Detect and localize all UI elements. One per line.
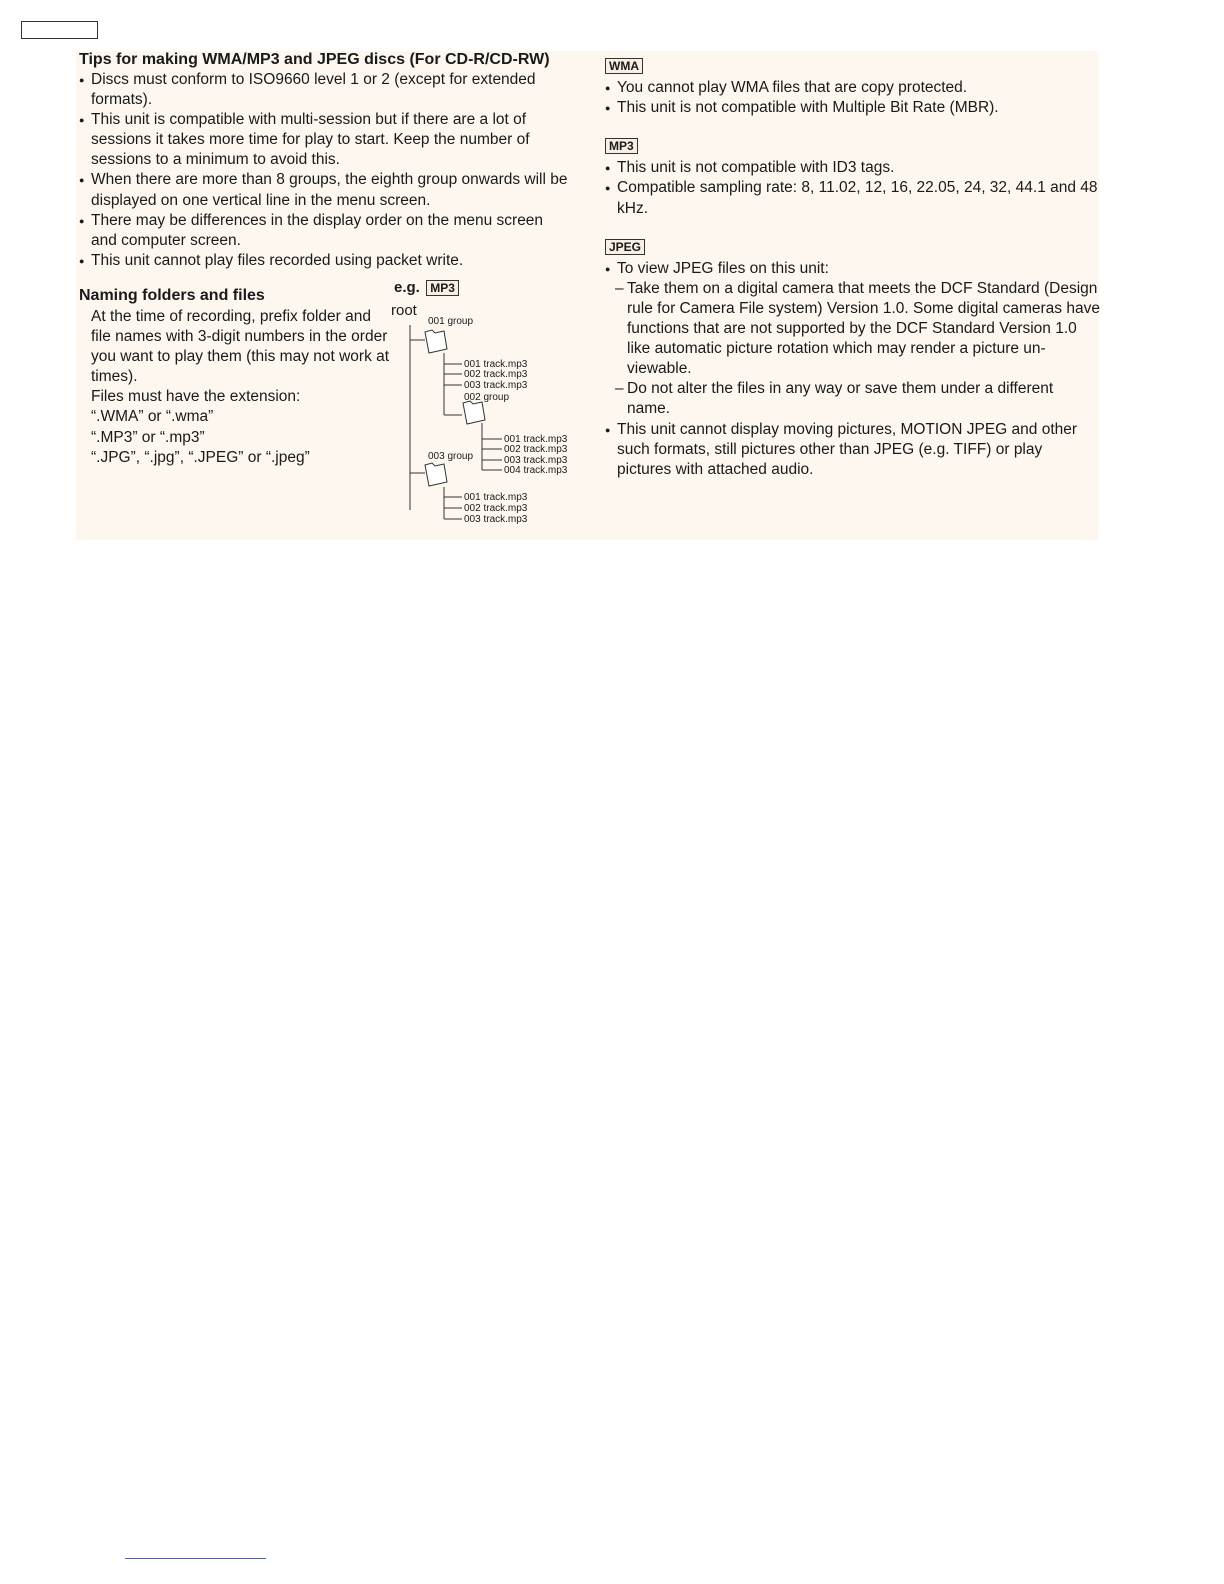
tip-item: ● This unit is compatible with multi-session but if there are a lot of sessions it takes more time for play to start. Keep the number of sessions to a minimum to avoid this.	[79, 110, 569, 170]
extension-line: “.MP3” or “.mp3”	[91, 428, 205, 446]
folder-icon	[463, 401, 485, 424]
tree-file-label: 002 track.mp3	[464, 369, 528, 380]
tips-list	[79, 70, 569, 271]
jpeg-intro: ● To view JPEG files on this unit:	[605, 259, 1100, 279]
naming-paragraph: At the time of recording, prefix folder and file names with 3-digit numbers in the order you want to play them (this may not work at times).	[91, 308, 390, 386]
wma-note: ● You cannot play WMA files that are copy protected.	[605, 78, 1100, 98]
tree-file-label: 004 track.mp3	[504, 465, 568, 476]
extension-intro: Files must have the extension:	[91, 388, 301, 406]
mp3-tag: MP3	[605, 138, 638, 154]
folder-icon	[425, 463, 447, 486]
jpeg-sub-note: – Take them on a digital camera that meets the DCF Standard (Design rule for Camera File system) Version 1.0. Some digital cameras have functions that are not supported by the DCF Standard Version 1.0 like automatic picture rotation which may render a picture un-viewable.	[605, 279, 1100, 379]
tree-root-label: root	[391, 302, 417, 319]
extension-line: “.JPG”, “.jpg”, “.JPEG” or “.jpeg”	[91, 448, 310, 466]
tree-file-label: 003 track.mp3	[504, 455, 568, 466]
tree-file-label: 001 track.mp3	[464, 359, 528, 370]
tree-file-label: 003 track.mp3	[464, 380, 528, 391]
naming-heading: Naming folders and files	[79, 287, 265, 304]
tip-item: ● This unit cannot play files recorded using packet write.	[79, 251, 569, 271]
wma-tag: WMA	[605, 58, 643, 74]
tip-item: ● When there are more than 8 groups, the eighth group onwards will be displayed on one vertical line in the menu screen.	[79, 170, 569, 210]
jpeg-note: ● This unit cannot display moving pictures, MOTION JPEG and other such formats, still pictures other than JPEG (e.g. TIFF) or play pictures with attached audio.	[605, 420, 1100, 480]
jpeg-sub-note: – Do not alter the files in any way or save them under a different name.	[605, 379, 1100, 419]
mp3-note: ● Compatible sampling rate: 8, 11.02, 12, 16, 22.05, 24, 32, 44.1 and 48 kHz.	[605, 178, 1100, 218]
tips-heading: Tips for making WMA/MP3 and JPEG discs (For CD-R/CD-RW)	[79, 51, 550, 68]
folder-tree-diagram	[380, 305, 590, 530]
example-eg: e.g.	[394, 279, 420, 296]
format-notes	[605, 56, 1100, 480]
example-label	[394, 279, 459, 297]
tree-file-label: 002 track.mp3	[464, 503, 528, 514]
tree-file-label: 001 track.mp3	[464, 492, 528, 503]
naming-section	[91, 307, 391, 468]
tree-group-label: 003 group	[428, 451, 474, 462]
example-mp3-tag: MP3	[426, 280, 459, 296]
tip-item: ● There may be differences in the display order on the menu screen and computer screen.	[79, 211, 569, 251]
tree-file-label: 002 track.mp3	[504, 444, 568, 455]
tip-item: ● Discs must conform to ISO9660 level 1 or 2 (except for extended formats).	[79, 70, 569, 110]
tree-group-label: 001 group	[428, 316, 474, 327]
tree-file-label: 001 track.mp3	[504, 434, 568, 445]
tree-file-label: 003 track.mp3	[464, 514, 528, 525]
jpeg-tag: JPEG	[605, 239, 645, 255]
extension-line: “.WMA” or “.wma”	[91, 408, 214, 426]
tree-group-label: 002 group	[464, 392, 510, 403]
page-corner-box	[21, 21, 98, 39]
folder-icon	[425, 330, 447, 353]
mp3-note: ● This unit is not compatible with ID3 tags.	[605, 158, 1100, 178]
footer-link-line[interactable]	[125, 1558, 266, 1559]
wma-note: ● This unit is not compatible with Multiple Bit Rate (MBR).	[605, 98, 1100, 118]
